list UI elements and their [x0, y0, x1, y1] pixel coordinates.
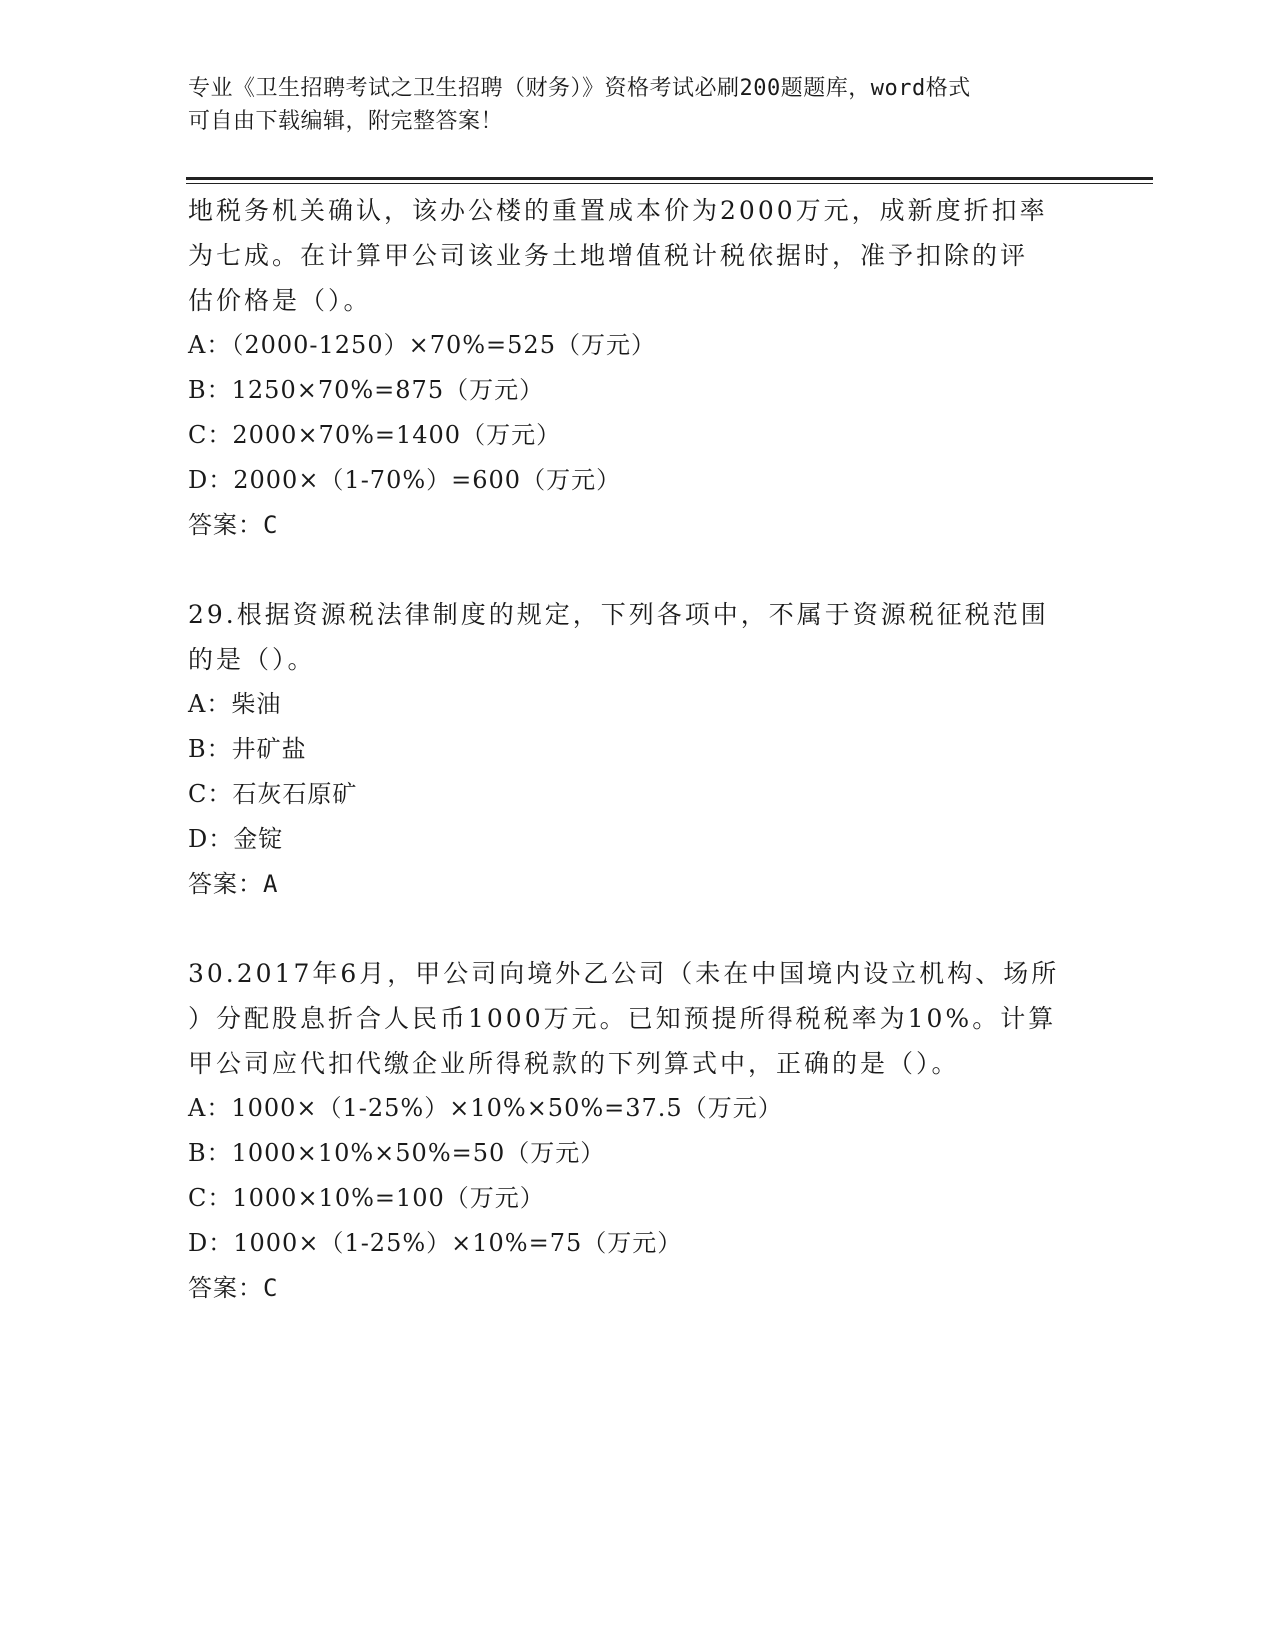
option-d: D：1000×（1-25%）×10%=75（万元）	[188, 1229, 683, 1257]
question-text-line: 的是（）。	[188, 645, 316, 674]
option-c: C：1000×10%=100（万元）	[188, 1184, 545, 1212]
question-30	[188, 951, 1088, 1311]
question-list	[188, 188, 1088, 1311]
question-text-line: 估价格是（）。	[188, 286, 372, 315]
option-a: A：柴油	[188, 690, 282, 718]
option-d: D：2000×（1-70%）=600（万元）	[188, 466, 622, 494]
option-c: C：石灰石原矿	[188, 780, 358, 808]
question-text-line: 29.根据资源税法律制度的规定，下列各项中，不属于资源税征税范围	[188, 600, 1049, 629]
option-d: D：金锭	[188, 825, 284, 853]
question-text-line: 地税务机关确认，该办公楼的重置成本价为2000万元，成新度折扣率	[188, 196, 1048, 225]
option-b: B：1000×10%×50%=50（万元）	[188, 1139, 606, 1167]
option-b: B：1250×70%=875（万元）	[188, 376, 545, 404]
question-gap	[188, 907, 1088, 951]
answer-line: 答案：A	[188, 870, 279, 898]
question-29	[188, 592, 1088, 907]
header-divider-thin	[186, 183, 1153, 184]
header-line-1: 专业《卫生招聘考试之卫生招聘（财务）》资格考试必刷200题题库，word格式	[188, 76, 971, 101]
question-gap	[188, 548, 1088, 592]
question-text-line: 甲公司应代扣代缴企业所得税款的下列算式中，正确的是（）。	[188, 1049, 960, 1078]
question-text-line: ）分配股息折合人民币1000万元。已知预提所得税税率为10%。计算	[188, 1004, 1057, 1033]
question-text-line: 为七成。在计算甲公司该业务土地增值税计税依据时，准予扣除的评	[188, 241, 1029, 270]
question-text-line: 30.2017年6月，甲公司向境外乙公司（未在中国境内设立机构、场所	[188, 959, 1060, 988]
answer-line: 答案：C	[188, 1274, 279, 1302]
header-divider-thick	[186, 177, 1153, 180]
document-header	[188, 72, 1088, 138]
option-a: A：（2000-1250）×70%=525（万元）	[188, 331, 656, 359]
option-b: B：井矿盐	[188, 735, 307, 763]
option-c: C：2000×70%=1400（万元）	[188, 421, 562, 449]
question-28	[188, 188, 1088, 548]
answer-line: 答案：C	[188, 511, 279, 539]
option-a: A：1000×（1-25%）×10%×50%=37.5（万元）	[188, 1094, 783, 1122]
header-line-2: 可自由下载编辑，附完整答案！	[188, 109, 504, 134]
